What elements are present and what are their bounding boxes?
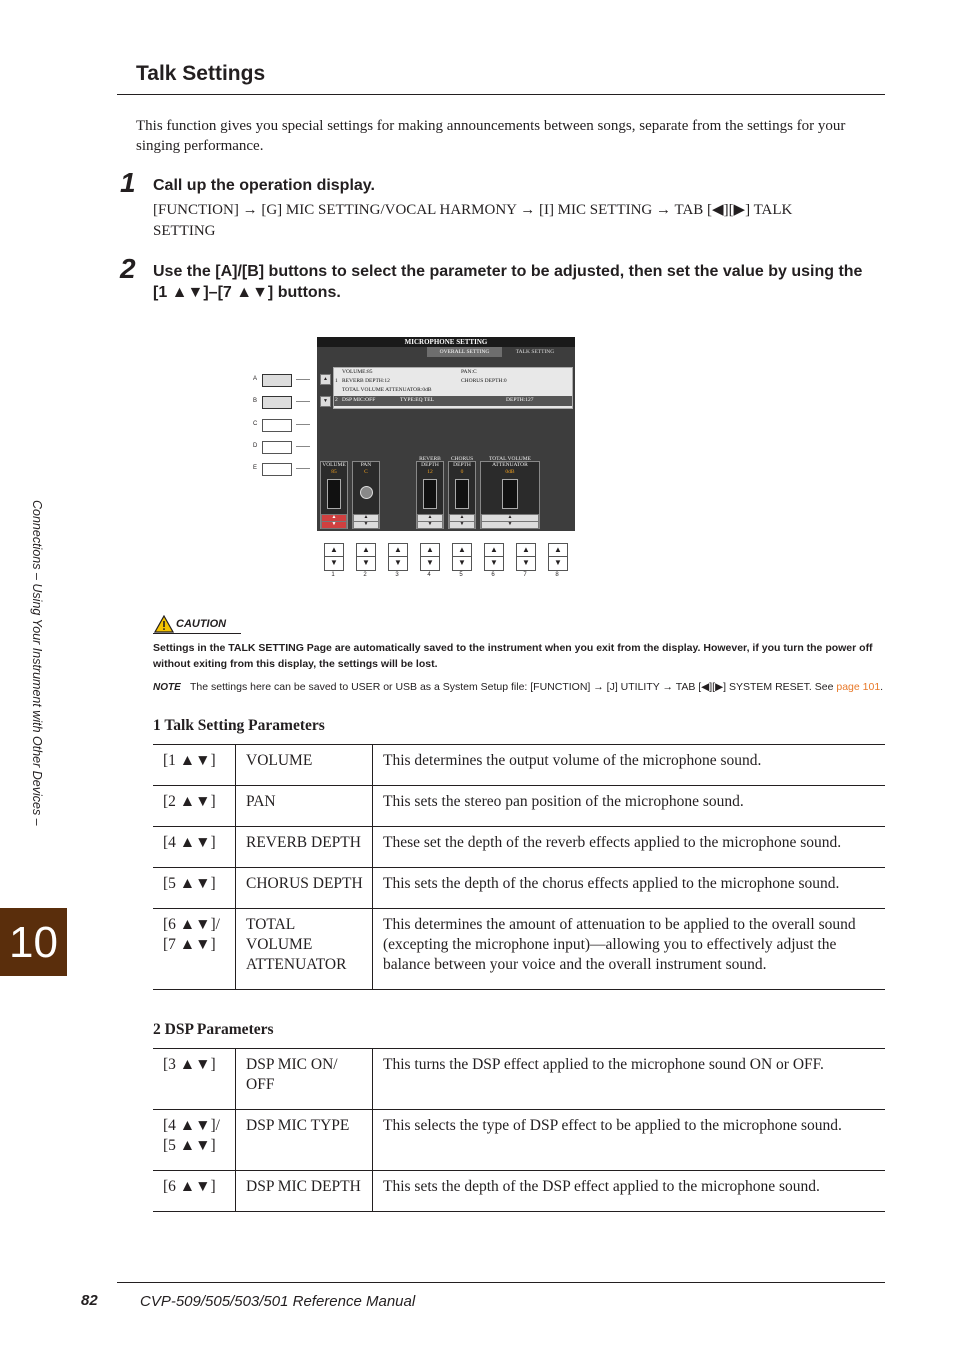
table-cell-key: [1 ▲▼] [153, 745, 236, 786]
list-attenuator[interactable]: TOTAL VOLUME ATTENUATOR:0dB [342, 387, 432, 393]
pan-control [352, 461, 380, 529]
volume-slider[interactable] [327, 479, 341, 509]
table-cell-desc: This sets the depth of the chorus effects applied to the microphone sound. [373, 868, 886, 909]
pan-label: PAN [360, 462, 372, 468]
manual-title: CVP-509/505/503/501 Reference Manual [140, 1293, 416, 1310]
attenuator-control [480, 456, 540, 529]
step-1-number: 1 [120, 167, 136, 198]
note-page-link[interactable]: page 101 [836, 681, 881, 693]
list-type: TYPE:EQ TEL [400, 397, 434, 403]
parameter-list [333, 367, 573, 409]
hw-label-1: 1 [331, 572, 335, 578]
title-rule [117, 94, 885, 95]
up-arrow-icon: ▲ [421, 544, 439, 557]
table1-title: 1 Talk Setting Parameters [153, 717, 325, 734]
table-cell-name: PAN [236, 786, 373, 827]
side-button-e[interactable] [262, 463, 292, 476]
chorus-up-icon: ▲ [449, 514, 475, 522]
step-2-number: 2 [120, 253, 136, 284]
table-cell-desc: This determines the output volume of the microphone sound. [373, 745, 886, 786]
side-label-e: E [253, 465, 258, 471]
table-cell-desc: This selects the type of DSP effect to be applied to the microphone sound. [373, 1110, 886, 1171]
reverb-slider[interactable] [423, 479, 437, 509]
caution-underline [153, 633, 241, 634]
table-cell-name: TOTAL VOLUME ATTENUATOR [236, 909, 373, 990]
table-cell-key: [6 ▲▼] [153, 1171, 236, 1212]
step-2-heading: Use the [A]/[B] buttons to select the parameter to be adjusted, then set the value by using the [1 ▲▼]–[7 ▲▼] buttons. [153, 263, 863, 301]
attenuator-down-icon: ▼ [481, 521, 539, 529]
list-reverb[interactable]: REVERB DEPTH:12 [342, 378, 390, 384]
note-label: NOTE [153, 682, 181, 693]
up-arrow-icon: ▲ [389, 544, 407, 557]
down-arrow-icon: ▼ [330, 558, 338, 567]
table2-title: 2 DSP Parameters [153, 1021, 274, 1038]
hw-label-6: 6 [491, 572, 495, 578]
hw-button-3[interactable] [388, 543, 408, 571]
table-row [153, 745, 885, 786]
up-arrow-icon: ▲ [517, 544, 535, 557]
reverb-down-icon: ▼ [417, 521, 443, 529]
list-depth: DEPTH:127 [506, 397, 534, 403]
volume-value: 85 [331, 469, 337, 475]
up-arrow-icon: ▲ [320, 374, 331, 385]
list-dsp: DSP MIC:OFF [342, 397, 376, 403]
volume-down-icon: ▼ [321, 521, 347, 529]
hw-label-5: 5 [459, 572, 463, 578]
side-label-b: B [253, 398, 258, 404]
hw-button-1[interactable] [324, 543, 344, 571]
down-arrow-icon: ▼ [490, 558, 498, 567]
table-cell-key: [2 ▲▼] [153, 786, 236, 827]
table-cell-key: [6 ▲▼]/ [7 ▲▼] [153, 909, 236, 990]
pan-knob-icon[interactable] [360, 486, 373, 499]
chorus-down-icon: ▼ [449, 521, 475, 529]
attenuator-label: TOTAL VOLUME ATTENUATOR [488, 456, 532, 468]
table-cell-key: [4 ▲▼]/ [5 ▲▼] [153, 1110, 236, 1171]
side-line [296, 446, 310, 447]
side-button-d[interactable] [262, 441, 292, 454]
up-arrow-icon: ▲ [549, 544, 567, 557]
table-row [153, 827, 885, 868]
table-row [153, 786, 885, 827]
talk-parameters-table [153, 744, 885, 990]
note-end: . [880, 681, 884, 693]
side-line [296, 401, 310, 402]
list-pan[interactable]: PAN:C [461, 369, 477, 375]
up-arrow-icon: ▲ [325, 544, 343, 557]
down-arrow-icon: ▼ [394, 558, 402, 567]
hw-button-7[interactable] [516, 543, 536, 571]
reverb-up-icon: ▲ [417, 514, 443, 522]
list-row1-num: 1 [335, 378, 338, 384]
dsp-parameters-table [153, 1048, 885, 1212]
side-line [296, 424, 310, 425]
hw-label-4: 4 [427, 572, 431, 578]
chorus-slider[interactable] [455, 479, 469, 509]
table-cell-name: DSP MIC TYPE [236, 1110, 373, 1171]
page-number: 82 [81, 1292, 98, 1309]
table-cell-name: REVERB DEPTH [236, 827, 373, 868]
side-button-c[interactable] [262, 419, 292, 432]
table-row [153, 868, 885, 909]
side-tab-text: Connections – Using Your Instrument with Other Devices – [30, 500, 44, 826]
side-button-b[interactable] [262, 396, 292, 409]
hw-label-7: 7 [523, 572, 527, 578]
chorus-control [448, 456, 476, 529]
table-row [153, 1049, 885, 1110]
step-1-heading: Call up the operation display. [153, 177, 375, 194]
reverb-label: REVERB DEPTH [419, 456, 441, 468]
side-line [296, 379, 310, 380]
attenuator-slider[interactable] [502, 479, 518, 509]
side-line [296, 468, 310, 469]
chapter-number: 10 [0, 908, 67, 976]
chorus-label: CHORUS DEPTH [450, 456, 474, 468]
caution-body: Settings in the TALK SETTING Page are automatically saved to the instrument when you exit from the display. However, if you turn the power off without exiting from this display, the settings will be lost. [153, 642, 873, 670]
chorus-value: 0 [460, 469, 464, 475]
hw-label-2: 2 [363, 572, 367, 578]
table-cell-key: [4 ▲▼] [153, 827, 236, 868]
table-cell-name: CHORUS DEPTH [236, 868, 373, 909]
side-label-c: C [253, 421, 258, 427]
down-arrow-icon: ▼ [362, 558, 370, 567]
table-cell-desc: These set the depth of the reverb effects applied to the microphone sound. [373, 827, 886, 868]
hw-label-3: 3 [395, 572, 399, 578]
table-cell-key: [5 ▲▼] [153, 868, 236, 909]
pan-down-icon: ▼ [353, 521, 379, 529]
table-row [153, 909, 885, 990]
volume-control [320, 461, 348, 529]
table-cell-name: DSP MIC ON/ OFF [236, 1049, 373, 1110]
table-row [153, 1171, 885, 1212]
hw-button-4[interactable] [420, 543, 440, 571]
table-cell-desc: This sets the stereo pan position of the microphone sound. [373, 786, 886, 827]
footer-rule [117, 1282, 885, 1283]
reverb-control [416, 456, 444, 529]
up-arrow-icon: ▲ [357, 544, 375, 557]
hw-button-8[interactable] [548, 543, 568, 571]
table-cell-name: VOLUME [236, 745, 373, 786]
down-arrow-icon: ▼ [458, 558, 466, 567]
down-arrow-icon: ▼ [320, 396, 331, 407]
table-cell-desc: This sets the depth of the DSP effect applied to the microphone sound. [373, 1171, 886, 1212]
table-cell-key: [3 ▲▼] [153, 1049, 236, 1110]
step-1-path: [FUNCTION] → [G] MIC SETTING/VOCAL HARMONY → [I] MIC SETTING → TAB [◀][▶] TALK SETTING [153, 202, 793, 239]
up-arrow-icon: ▲ [453, 544, 471, 557]
down-arrow-icon: ▼ [554, 558, 562, 567]
side-label-a: A [253, 376, 258, 382]
list-volume[interactable]: VOLUME:85 [342, 369, 373, 375]
hw-button-6[interactable] [484, 543, 504, 571]
section-title: Talk Settings [136, 62, 266, 85]
side-label-d: D [253, 443, 258, 449]
screen-title: MICROPHONE SETTING [317, 337, 575, 347]
table-row [153, 1110, 885, 1171]
caution-icon [154, 615, 174, 638]
attenuator-value: 0dB [505, 469, 515, 475]
table-cell-desc: This turns the DSP effect applied to the microphone sound ON or OFF. [373, 1049, 886, 1110]
side-button-a[interactable] [262, 374, 292, 387]
note-body: The settings here can be saved to USER or USB as a System Setup file: [FUNCTION] → [J] UTILITY → TAB [◀][▶] SYSTEM RESET. See [190, 681, 837, 693]
tab-overall-setting[interactable]: OVERALL SETTING [427, 347, 502, 357]
lcd-screen [317, 337, 575, 531]
pan-up-icon: ▲ [353, 514, 379, 522]
volume-label: VOLUME [322, 462, 346, 468]
down-arrow-icon: ▼ [426, 558, 434, 567]
pan-value: C [364, 469, 368, 475]
list-row2-selected[interactable] [334, 396, 572, 406]
intro-paragraph: This function gives you special settings for making announcements between songs, separate from the settings for your singing performance. [136, 118, 846, 154]
hw-label-8: 8 [555, 572, 559, 578]
up-arrow-icon: ▲ [485, 544, 503, 557]
list-chorus[interactable]: CHORUS DEPTH:0 [461, 378, 507, 384]
note-text [190, 681, 883, 693]
table-cell-name: DSP MIC DEPTH [236, 1171, 373, 1212]
tab-talk-setting[interactable]: TALK SETTING [515, 349, 555, 355]
caution-label: CAUTION [176, 618, 227, 630]
volume-up-icon: ▲ [321, 514, 347, 522]
attenuator-up-icon: ▲ [481, 514, 539, 522]
hw-button-2[interactable] [356, 543, 376, 571]
reverb-value: 12 [427, 469, 433, 475]
hw-button-5[interactable] [452, 543, 472, 571]
list-row2-num: 2 [335, 397, 338, 403]
down-arrow-icon: ▼ [522, 558, 530, 567]
table-cell-desc: This determines the amount of attenuation to be applied to the overall sound (excepting the microphone input)—allowing you to effectively adjust the balance between your voice and the overall instrument sound. [373, 909, 886, 990]
